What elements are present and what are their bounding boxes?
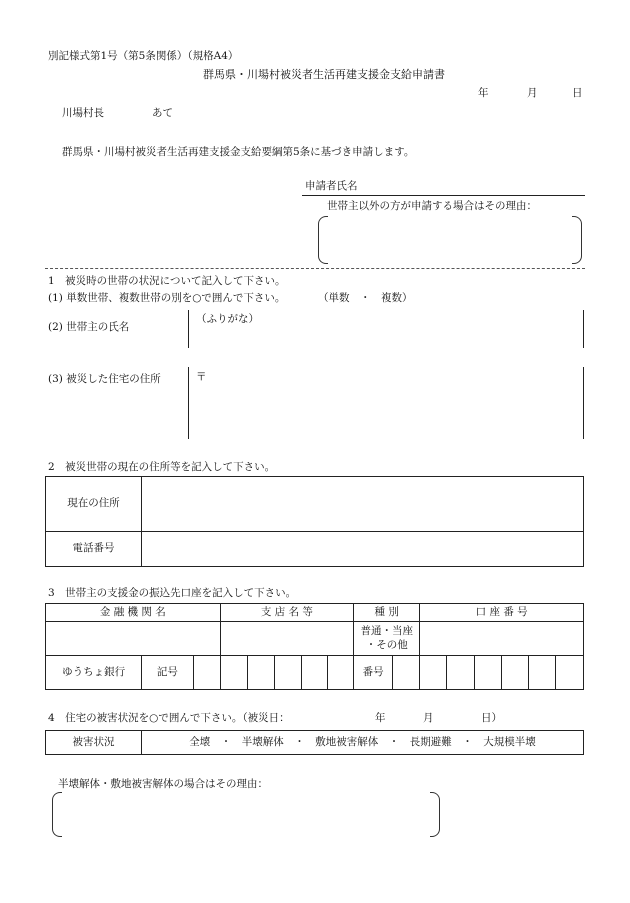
number-digit-4[interactable] <box>474 656 501 690</box>
branch-name-field[interactable] <box>220 622 353 656</box>
current-address-table <box>45 476 584 567</box>
number-digit-5[interactable] <box>501 656 528 690</box>
applicant-reason-label: 世帯主以外の方が申請する場合はその理由： <box>327 200 537 212</box>
symbol-digit-3[interactable] <box>247 656 274 690</box>
section3-heading: 3 世帯主の支援金の振込先口座を記入して下さい。 <box>48 587 297 599</box>
damage-reason-bracket-right <box>430 792 440 837</box>
yucho-symbol-label: 記号 <box>142 656 193 690</box>
account-type-options[interactable] <box>354 622 420 656</box>
number-digit-7[interactable] <box>555 656 583 690</box>
divider <box>45 268 585 269</box>
number-digit-1[interactable] <box>393 656 420 690</box>
household-type-options[interactable]: （単数 ・ 複数） <box>318 292 413 304</box>
number-digit-6[interactable] <box>528 656 555 690</box>
account-type-option-1: 普通・当座 <box>360 625 413 638</box>
symbol-digit-5[interactable] <box>301 656 327 690</box>
applicant-reason-field[interactable] <box>330 216 570 264</box>
damage-status-table <box>45 730 584 755</box>
bank-account-table <box>45 603 584 690</box>
q3-left-rule <box>188 367 189 439</box>
disaster-day-label: 日） <box>481 712 502 724</box>
application-statement: 群馬県・川場村被災者生活再建支援金支給要綱第5条に基づき申請します。 <box>62 146 415 158</box>
applicant-name-line[interactable] <box>302 195 585 196</box>
number-digit-3[interactable] <box>447 656 474 690</box>
section1-q2-label: (2) 世帯主の氏名 <box>48 321 130 333</box>
damage-status-label: 被害状況 <box>46 731 142 755</box>
account-number-field[interactable] <box>420 622 584 656</box>
symbol-digit-1[interactable] <box>193 656 220 690</box>
col-header-bank: 金 融 機 関 名 <box>46 604 221 622</box>
section1-q1: (1) 単数世帯、複数世帯の別を○で囲んで下さい。 <box>48 292 286 304</box>
applicant-reason-bracket-right <box>572 216 582 264</box>
damaged-address-field[interactable] <box>195 385 575 437</box>
q2-left-rule <box>188 310 189 348</box>
furigana-hint: （ふりがな） <box>196 313 259 325</box>
section1-q3-label: (3) 被災した住宅の住所 <box>48 373 161 385</box>
symbol-digit-2[interactable] <box>220 656 247 690</box>
yucho-number-label: 番号 <box>354 656 393 690</box>
bank-name-field[interactable] <box>46 622 221 656</box>
damage-reason-label: 半壊解体・敷地被害解体の場合はその理由： <box>58 778 268 790</box>
date-year-label: 年 <box>478 87 489 99</box>
disaster-year-label: 年 <box>375 712 386 724</box>
document-title: 群馬県・川場村被災者生活再建支援金支給申請書 <box>203 68 445 81</box>
damage-reason-field[interactable] <box>64 792 428 837</box>
account-type-option-2: ・その他 <box>365 638 408 651</box>
number-digit-2[interactable] <box>420 656 447 690</box>
addressee-suffix: あて <box>152 107 173 119</box>
date-month-label: 月 <box>527 87 538 99</box>
phone-field[interactable] <box>142 532 584 567</box>
section2-heading: 2 被災世帯の現在の住所等を記入して下さい。 <box>48 461 276 473</box>
yucho-label: ゆうちょ銀行 <box>46 656 142 690</box>
symbol-digit-6[interactable] <box>327 656 353 690</box>
section1-heading: 1 被災時の世帯の状況について記入して下さい。 <box>48 275 286 287</box>
q2-right-rule <box>583 310 584 348</box>
col-header-account: 口 座 番 号 <box>420 604 584 622</box>
form-reference: 別記様式第1号（第5条関係）（規格A4） <box>48 50 239 62</box>
applicant-name-label: 申請者氏名 <box>305 180 358 192</box>
damage-reason-bracket-left <box>52 792 62 837</box>
col-header-type: 種 別 <box>354 604 420 622</box>
disaster-month-label: 月 <box>423 712 434 724</box>
current-address-field[interactable] <box>142 477 584 532</box>
section4-heading: 4 住宅の被害状況を○で囲んで下さい。（被災日： <box>48 712 290 724</box>
householder-name-field[interactable] <box>195 328 575 348</box>
current-address-label: 現在の住所 <box>46 477 142 532</box>
addressee: 川場村長 <box>62 107 104 119</box>
date-day-label: 日 <box>572 87 583 99</box>
col-header-branch: 支 店 名 等 <box>220 604 353 622</box>
q3-right-rule <box>583 367 584 439</box>
applicant-reason-bracket-left <box>318 216 328 264</box>
symbol-digit-4[interactable] <box>274 656 301 690</box>
phone-label: 電話番号 <box>46 532 142 567</box>
postal-mark: 〒 <box>196 371 207 383</box>
damage-status-options[interactable]: 全壊 ・ 半壊解体 ・ 敷地被害解体 ・ 長期避難 ・ 大規模半壊 <box>142 731 584 755</box>
